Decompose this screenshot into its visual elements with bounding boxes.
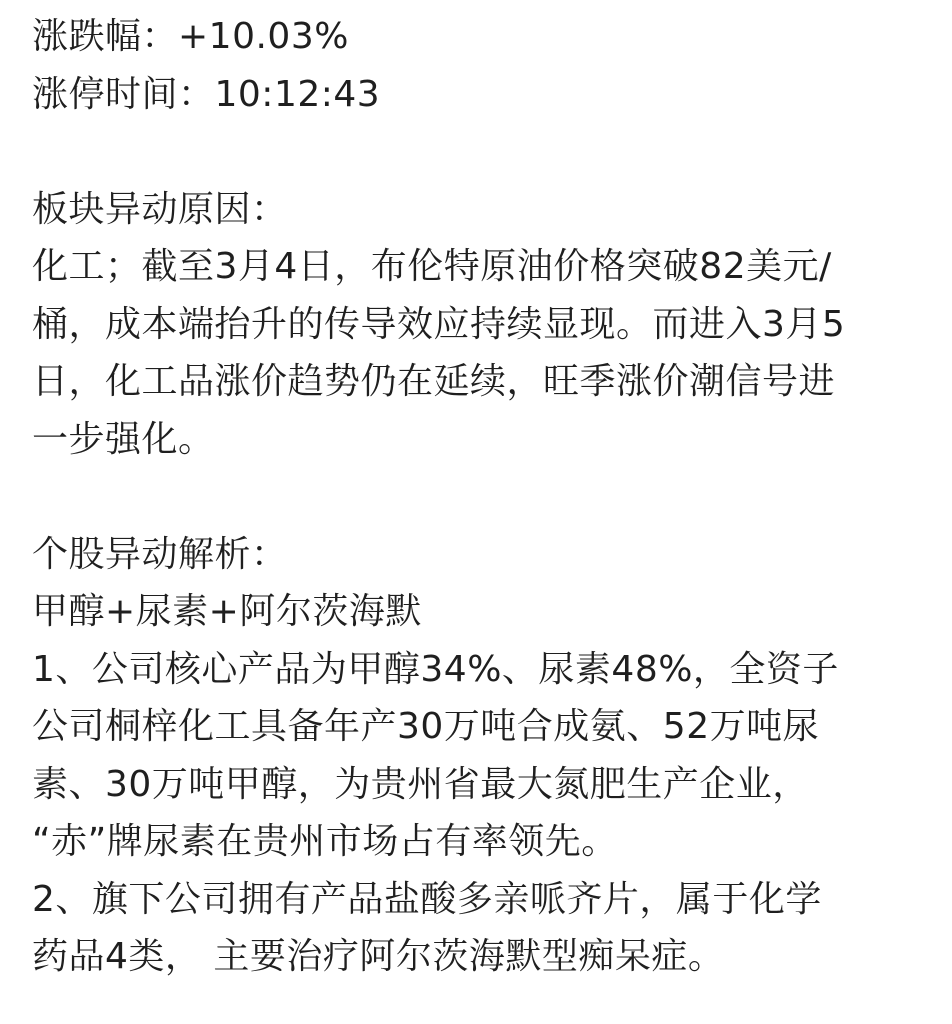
sector-reason-line: 化工；截至3月4日，布伦特原油价格突破82美元/ <box>32 246 832 287</box>
sector-reason-heading: 板块异动原因： <box>32 188 288 230</box>
stock-analysis-line: 1、公司核心产品为甲醇34%、尿素48%，全资子 <box>32 648 839 690</box>
stock-analysis-heading: 个股异动解析： <box>32 533 288 575</box>
spacer <box>32 468 952 526</box>
sector-reason-line: 日，化工品涨价趋势仍在延续，旺季涨价潮信号进 <box>32 361 836 402</box>
stock-analysis-line: 公司桐梓化工具备年产30万吨合成氨、52万吨尿 <box>32 706 820 747</box>
stock-analysis-line: 药品4类， 主要治疗阿尔茨海默型痴呆症。 <box>32 936 725 977</box>
spacer <box>32 123 952 181</box>
sector-reason-line: 桶，成本端抬升的传导效应持续显现。而进入3月5 <box>32 303 846 345</box>
stock-analysis-line: 素、30万吨甲醇，为贵州省最大氮肥生产企业， <box>32 763 809 805</box>
price-change-line: 涨跌幅：+10.03% <box>32 16 349 57</box>
sector-reason-line: 一步强化。 <box>32 418 215 460</box>
stock-concept-tags: 甲醇+尿素+阿尔茨海默 <box>32 591 422 632</box>
limit-up-time-line: 涨停时间：10:12:43 <box>32 73 381 115</box>
stock-analysis-line: “赤”牌尿素在贵州市场占有率领先。 <box>32 821 618 862</box>
stock-analysis-line: 2、旗下公司拥有产品盐酸多亲哌齐片，属于化学 <box>32 878 822 920</box>
